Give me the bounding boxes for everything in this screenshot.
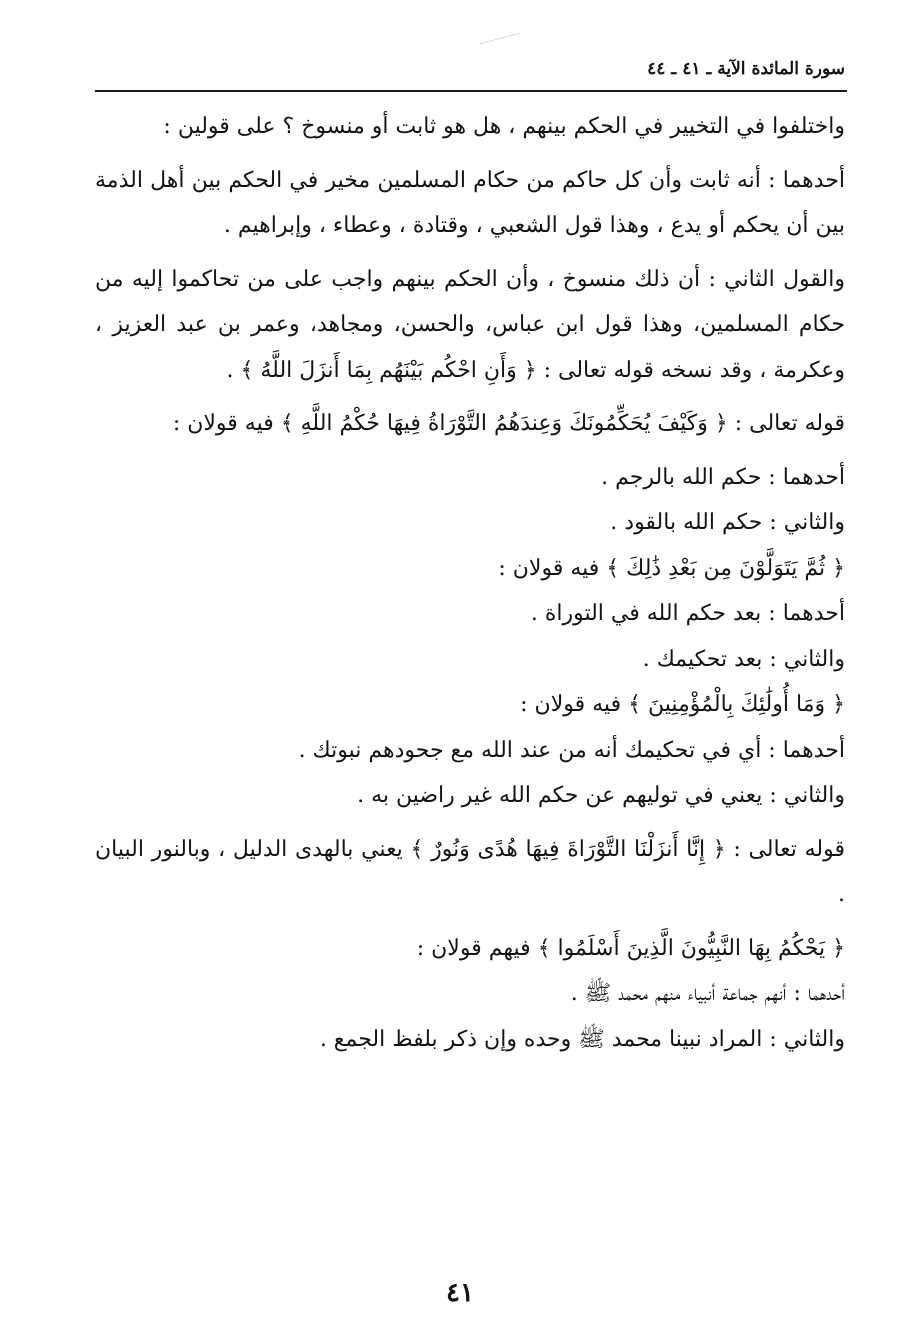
paragraph-verse-kayfa: قوله تعالى : ﴿ وَكَيْفَ يُحَكِّمُونَكَ وَعِندَهُمُ التَّوْرَاةُ فِيهَا حُكْمُ اللَّهِ ﴾ فيه قولان :	[172, 411, 845, 436]
paragraph-point-4: والثاني : بعد تحكيمك .	[642, 646, 845, 672]
paper-speck	[480, 33, 519, 45]
header-rule	[95, 90, 847, 92]
paragraph-point-5: أحدهما : أي في تحكيمك أنه من عند الله مع جحودهم نبوتك .	[298, 737, 845, 763]
paragraph-disagreement: واختلفوا في التخيير في الحكم بينهم ، هل هو ثابت أو منسوخ ؟ على قولين :	[163, 114, 845, 139]
paragraph-point-3: أحدهما : بعد حكم الله في التوراة .	[530, 601, 845, 626]
paragraph-first-opinion: أحدهما : أنه ثابت وأن كل حاكم من حكام المسلمين مخير في الحكم بين أهل الذمة بين أن يحكم أو يدع ، وهذا قول الشعبي ، وقتادة ، وعطاء ، وإبراهيم .	[95, 167, 845, 238]
paragraph-verse-wama: ﴿ وَمَا أُولَٰئِكَ بِالْمُؤْمِنِينَ ﴾ فيه قولان :	[520, 692, 845, 717]
paragraph-point-6: والثاني : يعني في توليهم عن حكم الله غير راضين به .	[357, 783, 845, 808]
paragraph-point-8: والثاني : المراد نبينا محمد ﷺ وحده وإن ذكر بلفظ الجمع .	[319, 1026, 845, 1052]
running-header: سورة المائدة الآية ـ ٤١ ـ ٤٤	[647, 59, 845, 79]
body-text	[95, 104, 845, 1062]
paragraph-second-opinion: والقول الثاني : أن ذلك منسوخ ، وأن الحكم بينهم واجب على من تحاكموا إليه من حكام المسلمين، وهذا قول ابن عباس، والحسن، ومجاهد، وعمر بن عبد العزيز ، وعكرمة ، وقد نسخه قوله تعالى : ﴿ وَأَنِ احْكُم بَيْنَهُم بِمَا أَنزَلَ اللَّهُ ﴾ .	[95, 266, 845, 383]
paragraph-point-7: أحدهما : أنهم جماعة أنبياء منهم محمد ﷺ .	[570, 981, 845, 1006]
paragraph-verse-inna: قوله تعالى : ﴿ إِنَّا أَنزَلْنَا التَّوْرَاةَ فِيهَا هُدًى وَنُورٌ ﴾ يعني بالهدى الدليل ، وبالنور البيان .	[95, 836, 845, 907]
paragraph-verse-thumma: ﴿ ثُمَّ يَتَوَلَّوْنَ مِن بَعْدِ ذَٰلِكَ ﴾ فيه قولان :	[498, 555, 845, 581]
page-number: ٤١	[446, 1278, 474, 1308]
paragraph-point-1: أحدهما : حكم الله بالرجم .	[601, 464, 845, 490]
paragraph-point-2: والثاني : حكم الله بالقود .	[610, 510, 845, 535]
paragraph-verse-yahkumu: ﴿ يَحْكُمُ بِهَا النَّبِيُّونَ الَّذِينَ أَسْلَمُوا ﴾ فيهم قولان :	[416, 935, 845, 961]
